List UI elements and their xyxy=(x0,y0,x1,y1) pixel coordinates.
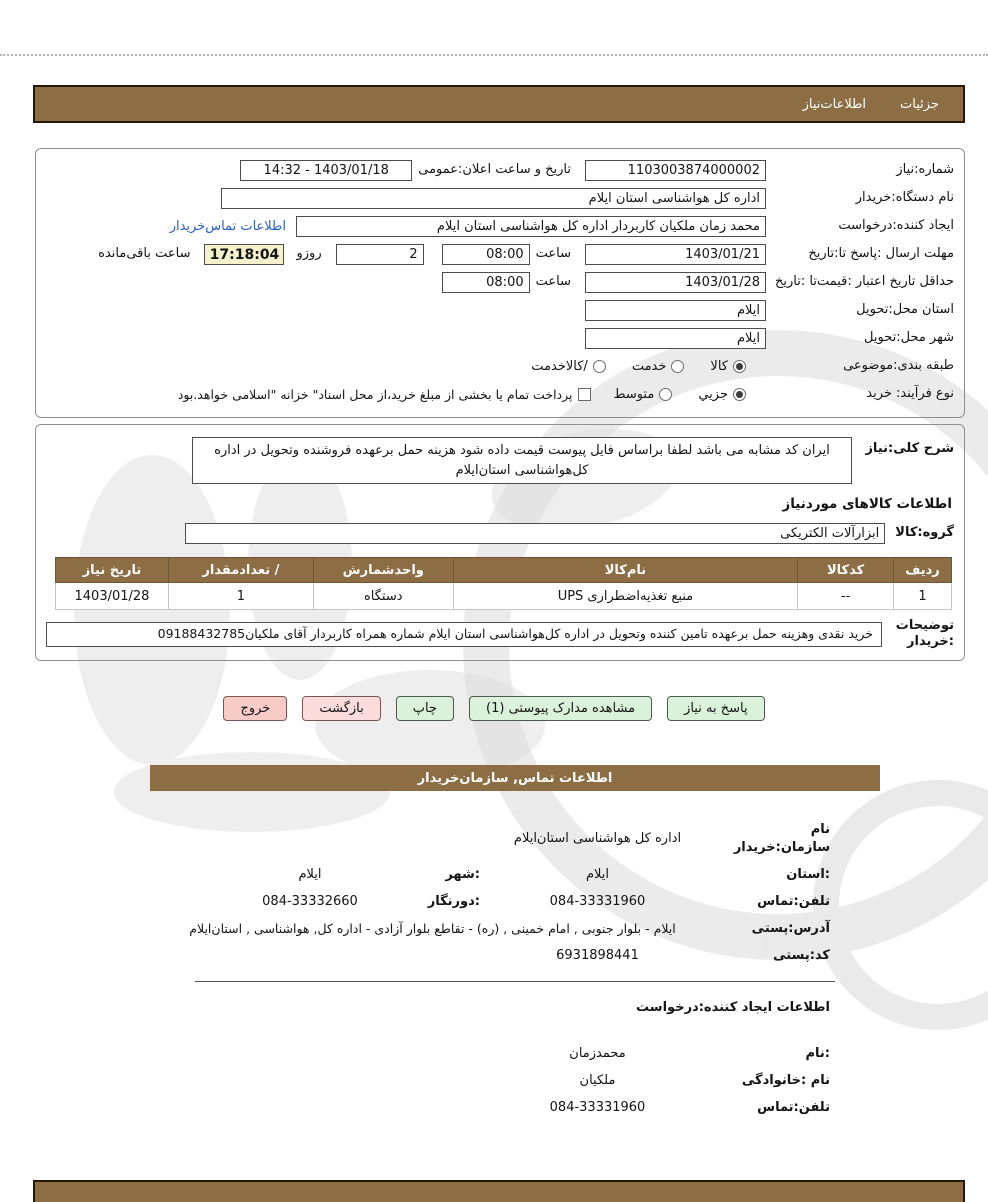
items-section-heading: اطلاعات کالاهای موردنیاز xyxy=(782,496,952,512)
creator-family-row xyxy=(150,1072,880,1090)
cell-item-code: -- xyxy=(798,583,894,610)
deadline-hour-label: ساعت xyxy=(535,246,571,262)
need-number-field[interactable]: 1103003874000002 xyxy=(585,160,766,181)
tab-bar xyxy=(33,85,965,123)
contact-postal-row xyxy=(150,947,880,965)
contact-address-value: ایلام - بلوار جنوبی , امام خمینی , (ره) - تقاطع بلوار آزادی - اداره کل, هواشناسی , استان‌ایلام xyxy=(189,921,676,936)
exit-button[interactable]: خروج xyxy=(223,696,287,721)
contact-city-label: :شهر xyxy=(445,867,480,882)
treasury-checkbox[interactable] xyxy=(578,388,591,401)
option-minor[interactable] xyxy=(698,387,746,402)
contact-postal-value: 6931898441 xyxy=(556,948,639,963)
items-table-header xyxy=(56,558,952,583)
buyer-org-label: نام دستگاه:خریدار xyxy=(855,190,954,206)
service-radio-label: خدمت xyxy=(631,359,667,374)
contact-postal-label: کد:پستی xyxy=(773,948,830,963)
contact-org-label: نام سازمان:خریدار xyxy=(733,822,830,855)
creator-name-label: :نام xyxy=(805,1046,830,1061)
buyer-org-field[interactable]: اداره کل هواشناسی استان ایلام xyxy=(221,188,766,209)
creator-phone-label: تلفن:تماس xyxy=(757,1100,830,1115)
request-creator-label: ایجاد کننده:درخواست xyxy=(838,218,954,234)
classification-label: طبقه بندی:موضوعی xyxy=(843,358,954,374)
validity-time-field[interactable]: 08:00 xyxy=(442,272,530,293)
creator-family-label: نام :خانوادگی xyxy=(741,1073,830,1088)
items-panel xyxy=(35,424,965,661)
cell-quantity: 1 xyxy=(168,583,313,610)
top-divider xyxy=(0,54,988,56)
buyer-notes-box[interactable]: خرید نقدی وهزینه حمل برعهده تامین کننده وتحویل در اداره کل‌هواشناسی استان ایلام شماره همراه کاربردار آقای ملکیان09188432785 xyxy=(46,622,882,647)
contact-province-city-row xyxy=(150,866,880,884)
service-radio[interactable] xyxy=(671,360,684,373)
col-item-code: کدکالا xyxy=(798,558,894,583)
buyer-notes-label: توضیحات :خریدار xyxy=(895,618,954,650)
col-item-name: نام‌کالا xyxy=(453,558,797,583)
back-button[interactable]: بازگشت xyxy=(302,696,380,721)
delivery-province-row xyxy=(46,297,954,324)
contact-fax-label: :دورنگار xyxy=(427,894,480,909)
buyer-contact-section xyxy=(150,765,880,1117)
col-unit: واحدشمارش xyxy=(313,558,453,583)
process-type-label: نوع فرآیند: خرید xyxy=(866,386,954,402)
respond-to-need-button[interactable]: پاسخ به نیاز xyxy=(667,696,765,721)
delivery-province-label: استان محل:تحویل xyxy=(856,302,954,318)
cell-unit: دستگاه xyxy=(313,583,453,610)
delivery-province-field[interactable]: ایلام xyxy=(585,300,766,321)
items-table xyxy=(55,557,952,610)
need-description-row xyxy=(46,437,954,484)
contact-city-value: ایلام xyxy=(298,867,322,882)
price-validity-row xyxy=(46,269,954,296)
minor-radio-label: جزیي xyxy=(698,387,728,402)
request-creator-row xyxy=(46,213,954,240)
treasury-payment-option xyxy=(178,387,592,402)
contact-phone-label: تلفن:تماس xyxy=(757,894,830,909)
contact-phone-value: 084-33331960 xyxy=(549,894,646,909)
tab-need-info[interactable]: اطلاعات‌نیاز xyxy=(802,96,867,112)
price-validity-label: حداقل تاریخ اعتبار :قیمت‌تا :تاریخ xyxy=(774,274,954,290)
goods-radio-label: کالا xyxy=(710,359,728,374)
creator-name-row xyxy=(150,1045,880,1063)
validity-hour-label: ساعت xyxy=(535,274,571,290)
goods-service-radio-label: /کالاخدمت xyxy=(531,359,588,374)
buyer-org-row xyxy=(46,185,954,212)
response-deadline-row xyxy=(46,241,954,268)
announce-datetime-field[interactable]: 14:32 - 1403/01/18 xyxy=(240,160,412,181)
announce-datetime-label: تاریخ و ساعت اعلان:عمومی xyxy=(418,162,571,178)
col-row-number: ردیف xyxy=(894,558,952,583)
treasury-checkbox-label: پرداخت تمام یا بخشی از مبلغ خرید،از محل اسناد" خزانه "اسلامی خواهد.بود xyxy=(177,387,573,402)
contact-phone-fax-row xyxy=(150,893,880,911)
table-row xyxy=(56,583,952,610)
delivery-city-label: شهر محل:تحویل xyxy=(864,330,954,346)
goods-group-field[interactable]: ابزارآلات الکتریکی xyxy=(185,523,885,544)
request-creator-field[interactable]: محمد زمان ملکیان کاربردار اداره کل هواشناسی استان ایلام xyxy=(296,216,766,237)
option-goods[interactable] xyxy=(710,359,746,374)
contact-address-row xyxy=(150,920,880,938)
contact-address-label: آدرس:پستی xyxy=(751,921,830,936)
minor-radio[interactable] xyxy=(733,388,746,401)
option-medium[interactable] xyxy=(613,387,672,402)
creator-name-value: محمدزمان xyxy=(569,1046,626,1061)
contact-province-label: :استان xyxy=(786,867,830,882)
deadline-time-field[interactable]: 08:00 xyxy=(442,244,530,265)
creator-section-title: اطلاعات ایجاد کننده:درخواست xyxy=(636,1000,830,1015)
tab-details[interactable]: جزئیات xyxy=(900,96,939,112)
goods-service-radio[interactable] xyxy=(593,360,606,373)
goods-radio[interactable] xyxy=(733,360,746,373)
contact-fax-value: 084-33332660 xyxy=(262,894,358,909)
need-number-row xyxy=(46,157,954,184)
cell-item-name: منبع تغذیه‌اضطراری UPS xyxy=(453,583,797,610)
creator-family-value: ملکیان xyxy=(579,1073,616,1088)
creator-phone-value: 084-33331960 xyxy=(549,1100,646,1115)
footer-bar xyxy=(33,1180,965,1202)
validity-date-field[interactable]: 1403/01/28 xyxy=(585,272,766,293)
creator-phone-row xyxy=(150,1099,880,1117)
view-attachments-button[interactable]: مشاهده مدارک پیوستی (1) xyxy=(469,696,652,721)
print-button[interactable]: چاپ xyxy=(396,696,454,721)
action-buttons xyxy=(0,696,988,721)
response-deadline-label: مهلت ارسال :پاسخ تا:تاریخ xyxy=(808,246,954,262)
goods-group-label: گروه:کالا xyxy=(895,525,954,541)
contact-section-header: اطلاعات تماس, سازمان‌خریدار xyxy=(150,765,880,791)
medium-radio[interactable] xyxy=(659,388,672,401)
option-goods-service[interactable] xyxy=(531,359,606,374)
need-number-label: شماره:نیاز xyxy=(896,162,954,178)
process-type-row xyxy=(46,381,954,408)
contact-org-row xyxy=(150,821,880,857)
goods-group-row xyxy=(46,520,954,547)
classification-row xyxy=(46,353,954,380)
section-divider xyxy=(195,981,835,982)
need-info-panel xyxy=(35,148,965,418)
medium-radio-label: متوسط xyxy=(613,387,655,402)
remaining-time-field: 17:18:04 xyxy=(204,244,284,265)
contact-province-value: ایلام xyxy=(585,867,610,882)
need-description-label: شرح کلی:نیاز xyxy=(865,441,954,456)
cell-need-date: 1403/01/28 xyxy=(56,583,169,610)
remaining-days-field[interactable]: 2 xyxy=(336,244,424,265)
delivery-city-field[interactable]: ایلام xyxy=(585,328,766,349)
option-service[interactable] xyxy=(632,359,685,374)
remaining-time-label: ساعت باقی‌مانده xyxy=(98,246,191,262)
delivery-city-row xyxy=(46,325,954,352)
col-need-date: تاریخ نیاز xyxy=(56,558,169,583)
buyer-contact-link[interactable]: اطلاعات تماس‌خریدار xyxy=(169,219,286,234)
cell-row-number: 1 xyxy=(894,583,952,610)
buyer-notes-row xyxy=(46,618,954,651)
deadline-date-field[interactable]: 1403/01/21 xyxy=(585,244,766,265)
col-quantity: / تعدادمقدار xyxy=(168,558,313,583)
contact-org-value: اداره کل هواشناسی استان‌ایلام xyxy=(513,831,682,846)
remaining-days-label: روزو xyxy=(296,246,322,262)
need-description-box[interactable]: ایران کد مشابه می باشد لطفا براساس فایل پیوست قیمت داده شود هزینه حمل برعهده فروشنده وتحویل در اداره کل‌هواشناسی استان‌ایلام xyxy=(192,437,852,484)
